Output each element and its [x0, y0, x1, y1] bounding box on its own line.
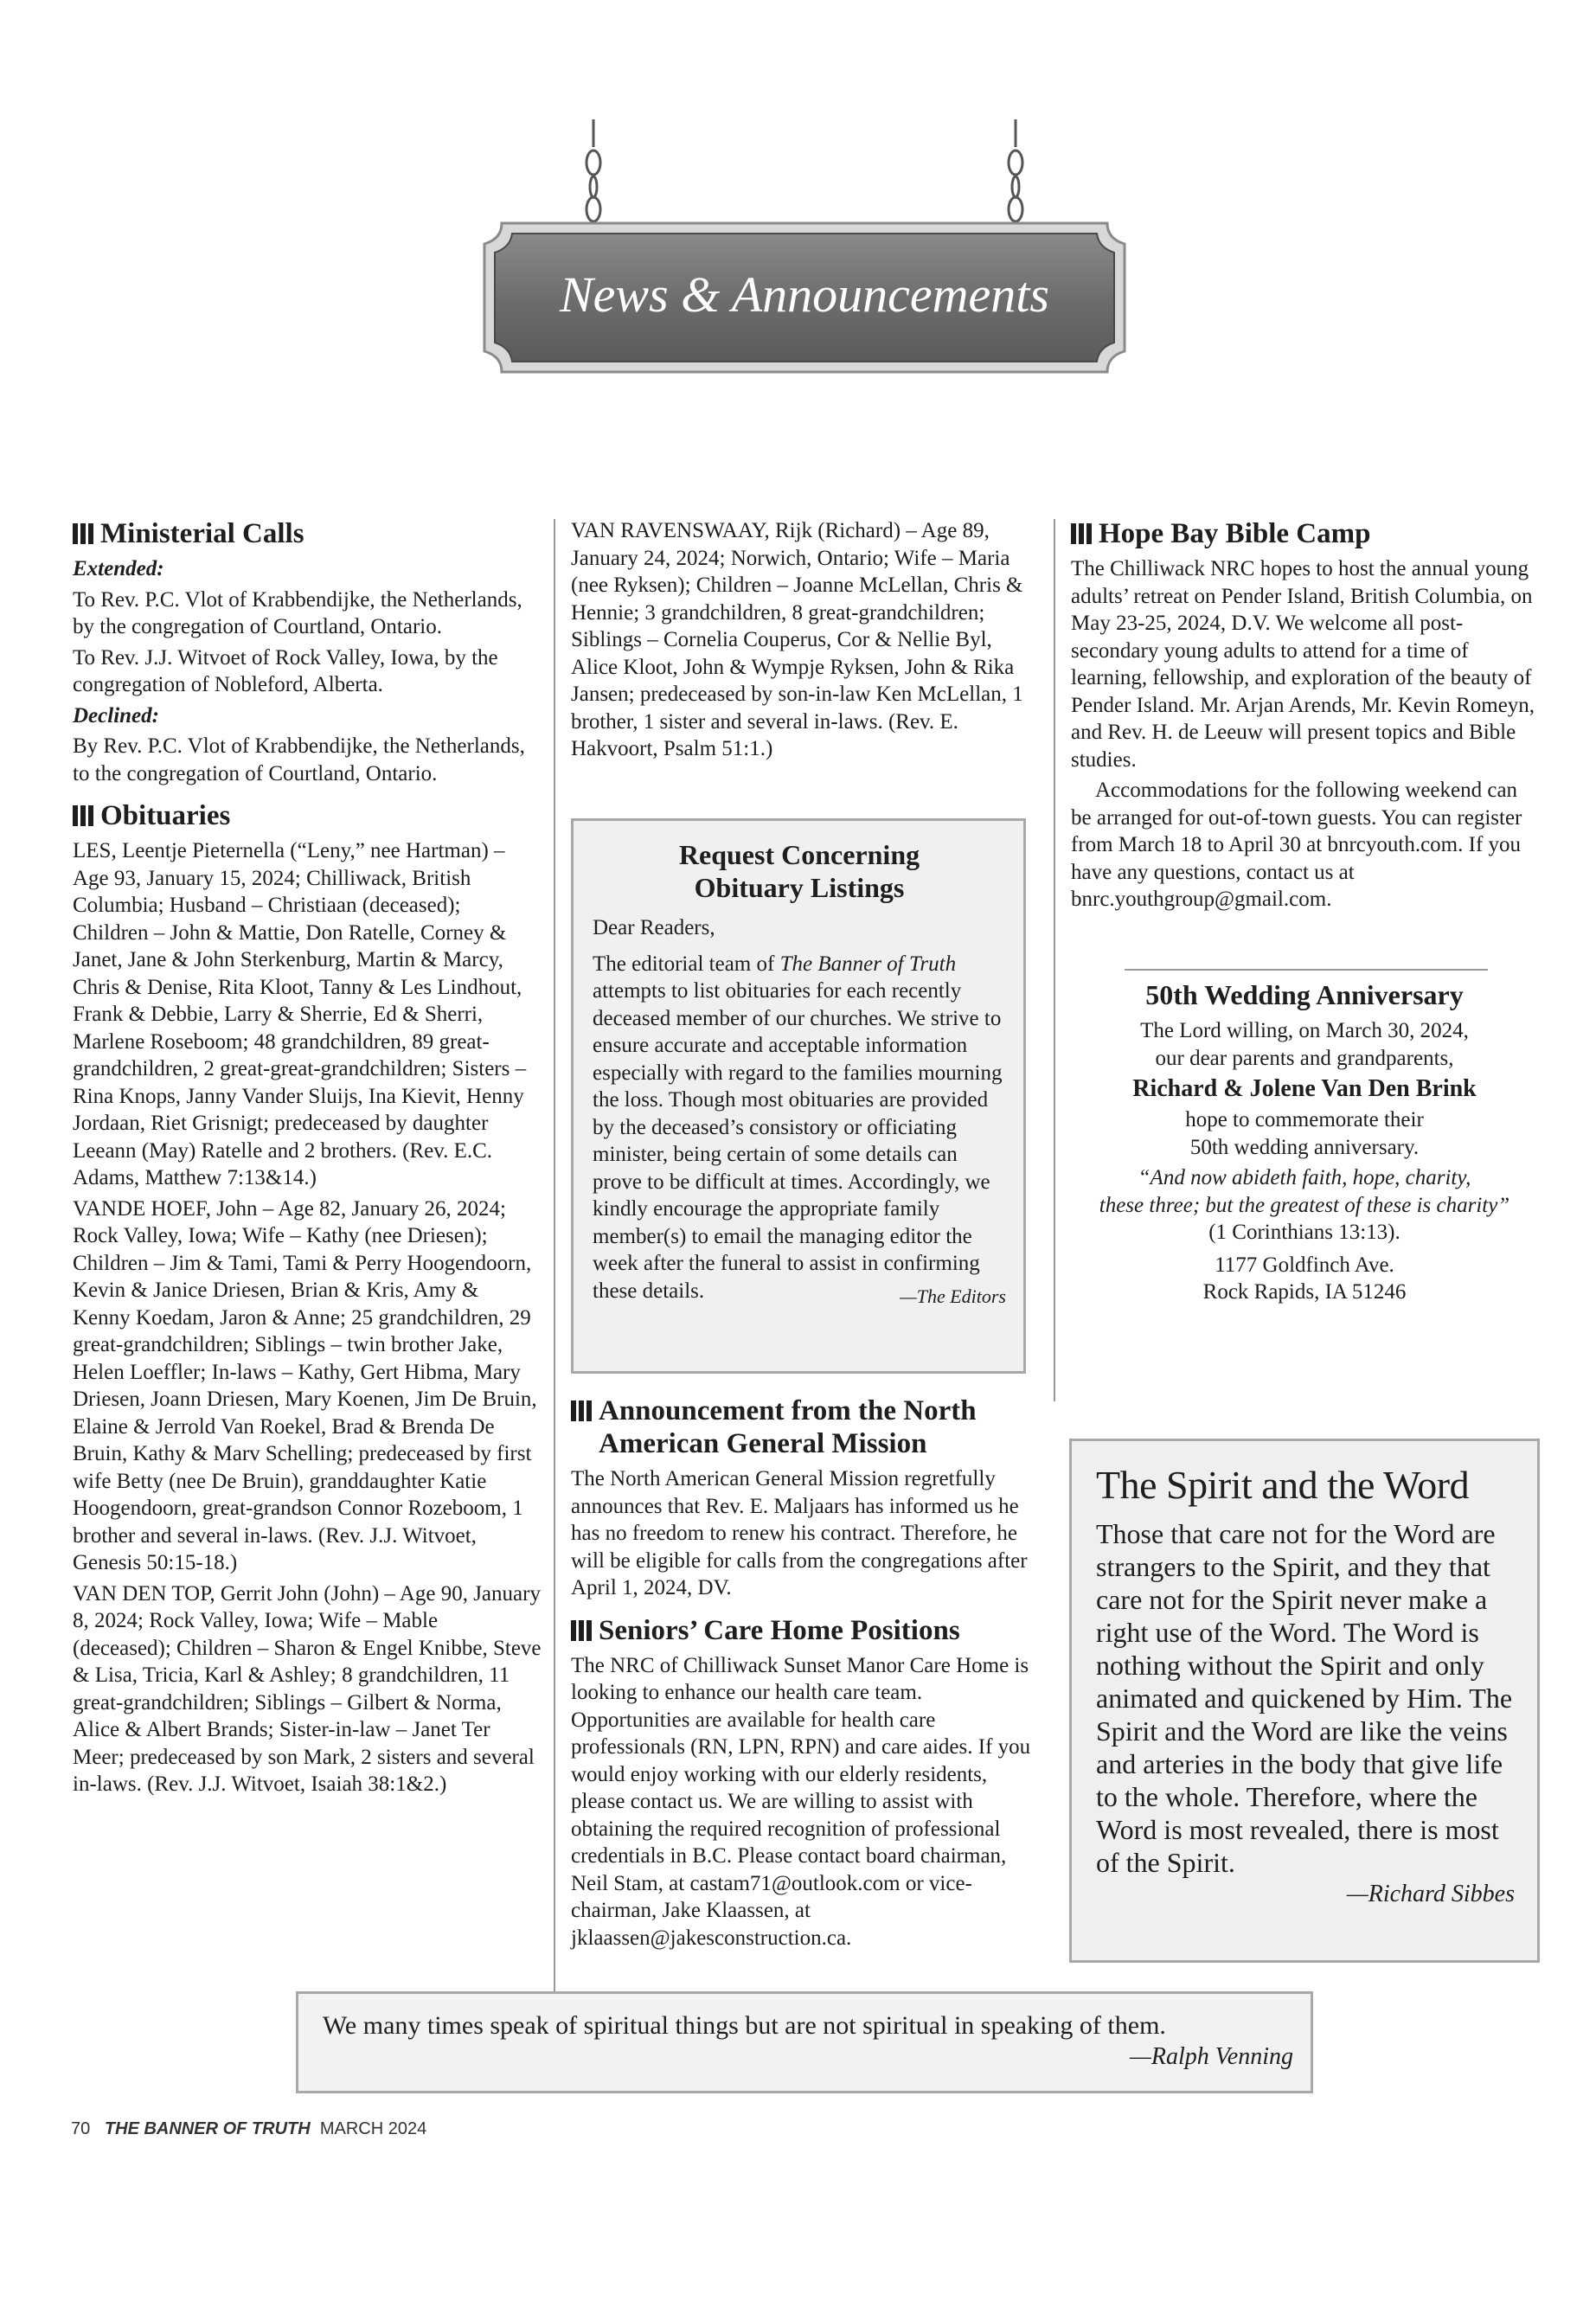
request-box: [571, 818, 1026, 1374]
anniversary-address: 1177 Goldfinch Ave.: [1215, 1253, 1394, 1277]
anniversary-title: 50th Wedding Anniversary: [1145, 979, 1464, 1010]
camp-body: The Chilliwack NRC hopes to host the annual young adults’ retreat on Pender Island, British Columbia, on May 23-25, 2024, D.V. We welcome all post-secondary young adults to attend for a time of learning, fellowship, and exploration of the beauty of Pender Island. Mr. Arjan Arends, Mr. Kevin Romeyn, and Rev. H. de Leeuw will present topics and Bible studies.: [1071, 557, 1535, 772]
anniversary-address: Rock Rapids, IA 51246: [1202, 1280, 1407, 1304]
call-item: To Rev. P.C. Vlot of Krabbendijke, the Netherlands, by the congregation of Courtland, Ontario.: [73, 587, 522, 638]
section-bars-icon: [73, 523, 93, 544]
section-bars-icon: [571, 1400, 592, 1421]
column-right: [1071, 517, 1538, 917]
obituaries-heading: Obituaries: [73, 799, 542, 832]
anniversary-line: The Lord willing, on March 30, 2024,: [1140, 1019, 1469, 1042]
issue-date: MARCH 2024: [319, 2119, 427, 2138]
section-bars-icon: [1071, 523, 1092, 544]
declined-label: Declined:: [73, 703, 159, 727]
anniversary-line: hope to commemorate their: [1185, 1108, 1424, 1131]
mission-heading: Announcement from the North American General Mission: [571, 1394, 1038, 1460]
page-footer: [71, 2119, 426, 2139]
spirit-body: Those that care not for the Word are strangers to the Spirit, and they that care not for the Spirit never make a right use of the Word. The Word is nothing without the Spirit and only animated and quickened by Him. The Spirit and the Word are like the veins and arteries in the body that give life to the whole. Therefore, where the Word is most revealed, there is most of the Spirit.: [1096, 1518, 1513, 1878]
anniversary-verse: “And now abideth faith, hope, charity,: [1138, 1166, 1471, 1189]
spirit-title: The Spirit and the Word: [1096, 1463, 1470, 1507]
column-divider: [554, 519, 555, 2003]
anniversary-rule: [1125, 969, 1488, 971]
column-divider: [1054, 519, 1055, 1401]
camp-body: Accommodations for the following weekend can be arranged for out-of-town guests. You can register from March 18 to April 30 at bnrcyouth.com. If you have any questions, contact us at bnrc.youthgroup@gmail.com.: [1071, 779, 1522, 911]
page-title: News & Announcements: [560, 266, 1049, 323]
seniors-body: The NRC of Chilliwack Sunset Manor Care Home is looking to enhance our health care team. Opportunities are available for health care professionals (RN, LPN, RPN) and care aides. If you would enjoy working with our elderly residents, please contact us. We are willing to assist with obtaining the required recognition of professional credentials in B.C. Please contact board chairman, Neil Stam, at castam71@outlook.com or vice-chairman, Jake Klaassen, at jklaassen@jakesconstruction.ca.: [571, 1653, 1031, 1950]
obituary-entry: VAN DEN TOP, Gerrit John (John) – Age 90, January 8, 2024; Rock Valley, Iowa; Wife – Mable (deceased); Children – Sharon & Engel Knibbe, Steve & Lisa, Tricia, Karl & Ashley; 8 grandchildren, 11 great-grandchildren; Siblings – Gilbert & Norma, Alice & Albert Brands; Sister-in-law – Janet Ter Meer; predeceased by son Mark, 2 sisters and several in-laws. (Rev. J.J. Witvoet, Isaiah 38:1&2.): [73, 1581, 542, 1796]
spirit-author: —Richard Sibbes: [1346, 1881, 1515, 1907]
request-body: The editorial team of The Banner of Truth attempts to list obituaries for each recently deceased member of our churches. We strive to ensure accurate and acceptable information especially with regard to the families mourning the loss. Though most obituaries are provided by the deceased’s consistory or officiating minister, being certain of some details can prove to be difficult at times. Accordingly, we kindly encourage the appropriate family member(s) to email the managing editor the week after the funeral to assist in confirming these details. —The Editors: [593, 951, 1006, 1305]
column-middle-lower: [571, 1394, 1038, 1955]
chain-left: [586, 119, 600, 223]
spirit-word-box: [1069, 1439, 1540, 1963]
request-title: Request Concerning Obituary Listings: [678, 839, 920, 903]
anniversary-line: our dear parents and grandparents,: [1155, 1046, 1454, 1070]
section-bars-icon: [73, 805, 93, 826]
quote-author: —Ralph Venning: [1130, 2043, 1293, 2070]
quote-box: [296, 1991, 1313, 2093]
obituary-entry: VAN RAVENSWAAY, Rijk (Richard) – Age 89, January 24, 2024; Norwich, Ontario; Wife – Maria (nee Ryksen); Children – Joanne McLellan, Chris & Hennie; 3 grandchildren, 8 great-grandchildren; Siblings – Cornelia Couperus, Cor & Nellie Byl, Alice Kloot, John & Wympje Ryksen, John & Rika Jansen; predeceased by son-in-law Ken McLellan, 1 brother, 1 sister and several in-laws. (Rev. E. Hakvoort, Psalm 51:1.): [571, 519, 1023, 760]
anniversary-notice: [1071, 976, 1538, 1306]
anniversary-line: 50th wedding anniversary.: [1189, 1135, 1420, 1159]
request-signature: —The Editors: [900, 1285, 1006, 1307]
anniversary-ref: (1 Corinthians 13:13).: [1208, 1221, 1401, 1244]
obituary-entry: VANDE HOEF, John – Age 82, January 26, 2024; Rock Valley, Iowa; Wife – Kathy (nee Driesen); Children – Jim & Tami, Tami & Perry Hoogendoorn, Kevin & Janice Driesen, Brian & Kris, Amy & Kenny Koedam, Jaron & Anne; 25 grandchildren, 29 great-grandchildren; Siblings – twin brother Jake, Helen Loeffler; In-laws – Kathy, Gert Hibma, Mary Driesen, Joann Driesen, Mary Koenen, Jim De Bruin, Elaine & Jerrold Van Roekel, Brad & Brenda De Bruin, Kathy & Marv Schelling; predeceased by first wife Betty (nee De Bruin), granddaughter Katie Hoogendoorn, great-grandson Connor Rozeboom, 1 brother and several in-laws. (Rev. J.J. Witvoet, Genesis 50:15-18.): [73, 1196, 537, 1574]
publication-name: THE BANNER OF TRUTH: [104, 2119, 311, 2138]
extended-label: Extended:: [73, 557, 164, 580]
seniors-heading: Seniors’ Care Home Positions: [571, 1614, 1038, 1647]
section-bars-icon: [571, 1620, 592, 1641]
page-number: 70: [71, 2119, 91, 2138]
chain-right: [1009, 119, 1022, 223]
quote-text: We many times speak of spiritual things but are not spiritual in speaking of them.: [323, 2011, 1166, 2040]
ministerial-heading: Ministerial Calls: [73, 517, 542, 550]
column-left: [73, 517, 542, 1802]
request-salutation: Dear Readers,: [593, 916, 715, 939]
mission-body: The North American General Mission regretfully announces that Rev. E. Maljaars has informed us he has no freedom to renew his contract. Therefore, he will be eligible for calls from the congregations after April 1, 2024, DV.: [571, 1467, 1028, 1599]
anniversary-verse: these three; but the greatest of these is charity”: [1099, 1193, 1510, 1217]
obituary-entry: LES, Leentje Pieternella (“Leny,” nee Hartman) – Age 93, January 15, 2024; Chilliwack, British Columbia; Husband – Christiaan (deceased); Children – John & Mattie, Don Ratelle, Corney & Janet, Jane & John Sterkenburg, Martin & Marcy, Chris & Denise, Rita Kloot, Tanny & Les Lindhout, Frank & Debbie, Larry & Sherrie, Ed & Sherri, Marlene Roseboom; 48 grandchildren, 89 great-grandchildren, 2 great-great-grandchildren; Sisters – Rina Knops, Janny Vander Sluijs, Ina Kievit, Henny Jordaan, Riet Grisnigt; predeceased by daughter Leeann (May) Ratelle and 2 brothers. (Rev. E.C. Adams, Matthew 7:13&14.): [73, 839, 527, 1189]
call-item: To Rev. J.J. Witvoet of Rock Valley, Iowa, by the congregation of Nobleford, Alberta.: [73, 645, 498, 696]
camp-heading: Hope Bay Bible Camp: [1071, 517, 1538, 550]
anniversary-names: Richard & Jolene Van Den Brink: [1132, 1075, 1477, 1102]
call-item: By Rev. P.C. Vlot of Krabbendijke, the Netherlands, to the congregation of Courtland, Ontario.: [73, 734, 525, 785]
header-sign: [467, 112, 1142, 398]
column-middle: [571, 517, 1038, 766]
